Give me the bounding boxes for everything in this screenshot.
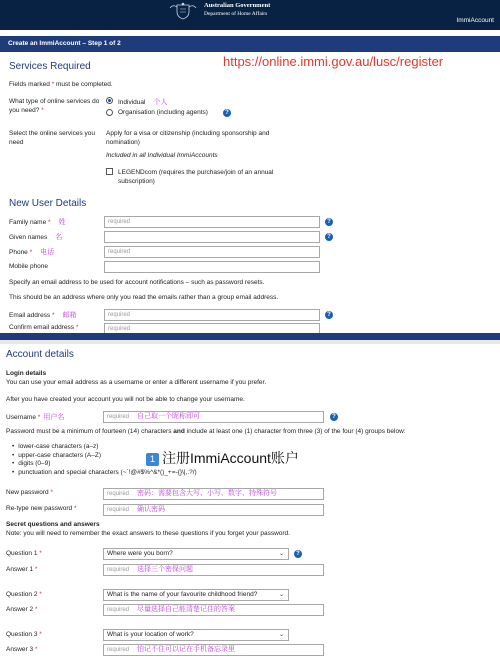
account-heading: Account details (6, 349, 74, 360)
confirm-email-input[interactable]: required (104, 323, 320, 335)
family-name-help-icon[interactable]: ? (325, 218, 333, 226)
url-annotation: https://online.immi.gov.au/lusc/register (223, 54, 444, 69)
services-heading: Services Required (9, 61, 91, 72)
login-line-1: You can use your email address as a username or enter a different username if you prefer. (6, 379, 267, 386)
mobile-input[interactable] (104, 261, 320, 273)
password-rule: Password must be a minimum of fourteen (14) characters and include at least one (1) character from three (3) of the four (4) groups below: (6, 428, 406, 435)
email-help-icon[interactable]: ? (325, 311, 333, 319)
chevron-down-icon: ⌄ (278, 592, 284, 598)
secret-note: Note: you will need to remember the exact answers to these questions if you forget your password. (6, 530, 290, 537)
site-header (0, 0, 500, 30)
username-input[interactable]: required 自己取一个昵称即可 (103, 411, 324, 423)
login-details-title: Login details (6, 370, 47, 377)
question-3-label: Question 3 * (6, 631, 42, 638)
secret-questions-title: Secret questions and answers (6, 521, 100, 528)
username-label: Username * 用户名 (6, 414, 65, 421)
login-line-2: After you have created your account you will not be able to change your username. (6, 396, 245, 403)
answer-1-input[interactable]: required 选择三个密保问题 (103, 564, 324, 576)
email-input[interactable]: required (104, 309, 320, 321)
question-3-select[interactable]: What is your location of work? ⌄ (103, 629, 289, 641)
family-name-label: Family name * 姓 (9, 219, 66, 226)
question-1-select[interactable]: Where were you born? ⌄ (103, 548, 289, 560)
coat-of-arms-logo (168, 2, 198, 20)
answer-2-label: Answer 2 * (6, 606, 38, 613)
step-bar (0, 36, 500, 52)
phone-label: Phone * 电话 (9, 249, 55, 256)
legendcom-label[interactable]: LEGENDcom (requires the purchase/join of an annual subscription) (118, 169, 274, 185)
question-2-label: Question 2 * (6, 591, 42, 598)
individual-radio[interactable] (106, 97, 113, 104)
username-help-icon[interactable]: ? (330, 413, 338, 421)
question-1-label: Question 1 * (6, 550, 42, 557)
list-item: • upper-case characters (A–Z) (12, 452, 197, 461)
question-1-help-icon[interactable]: ? (294, 550, 302, 558)
step-number-badge: 1 (146, 453, 159, 466)
government-name: Australian Government (204, 2, 271, 9)
given-names-input[interactable] (104, 231, 320, 243)
answer-3-label: Answer 3 * (6, 646, 38, 653)
chevron-down-icon: ⌄ (278, 551, 284, 557)
phone-input[interactable]: required (104, 246, 320, 258)
immiaccount-label: ImmiAccount (456, 17, 494, 24)
question-2-select[interactable]: What is the name of your favourite childhood friend? ⌄ (103, 589, 289, 601)
retype-password-label: Re-type new password * (6, 505, 77, 512)
individual-option-label[interactable]: Individual 个人 (118, 99, 168, 106)
chevron-down-icon: ⌄ (278, 632, 284, 638)
included-text: Included in all Individual ImmiAccounts (106, 152, 218, 159)
given-names-help-icon[interactable]: ? (325, 233, 333, 241)
answer-1-label: Answer 1 * (6, 566, 38, 573)
new-password-label: New password * (6, 489, 53, 496)
list-item: • punctuation and special characters (~`!@#$%^&*()_+=-{}\|,.?/) (12, 469, 197, 478)
family-name-input[interactable]: required (104, 216, 320, 228)
legendcom-checkbox[interactable] (106, 168, 113, 175)
new-password-input[interactable]: required 密码：需要包含大写、小写、数字、特殊符号 (103, 488, 324, 500)
step-title: Create an ImmiAccount – Step 1 of 2 (8, 40, 121, 47)
divider-shadow (0, 340, 500, 344)
department-name: Department of Home Affairs (204, 11, 268, 17)
retype-password-input[interactable]: required 确认密码 (103, 504, 324, 516)
given-names-label: Given names 名 (9, 234, 63, 241)
answer-3-input[interactable]: required 怕记不住可以记在手机备忘录里 (103, 644, 324, 656)
screenshot-divider (0, 333, 500, 340)
list-item: • lower-case characters (a–z) (12, 443, 197, 452)
organisation-help-icon[interactable]: ? (223, 109, 231, 117)
apply-visa-text: Apply for a visa or citizenship (including sponsorship and nomination) (106, 130, 270, 146)
answer-2-input[interactable]: required 尽量选择自己能清楚记住的答案 (103, 604, 324, 616)
new-user-heading: New User Details (9, 198, 87, 209)
email-label: Email address * 邮箱 (9, 312, 77, 319)
confirm-email-label: Confirm email address * (9, 324, 79, 331)
select-services-label: Select the online services you need (9, 130, 95, 146)
fields-note: Fields marked * must be completed. (9, 81, 113, 88)
organisation-option-label[interactable]: Organisation (including agents) (118, 109, 208, 116)
email-note-1: Specify an email address to be used for account notifications – such as password resets. (9, 279, 265, 286)
email-note-2: This should be an address where only you read the emails rather than a group email address. (9, 294, 279, 301)
list-item: • digits (0–9) (12, 460, 197, 469)
mobile-label: Mobile phone (9, 263, 49, 270)
service-type-label: What type of online services do you need? * (9, 98, 100, 114)
register-annotation: 1 注册ImmiAccount账户 (146, 448, 299, 468)
organisation-radio[interactable] (106, 109, 113, 116)
